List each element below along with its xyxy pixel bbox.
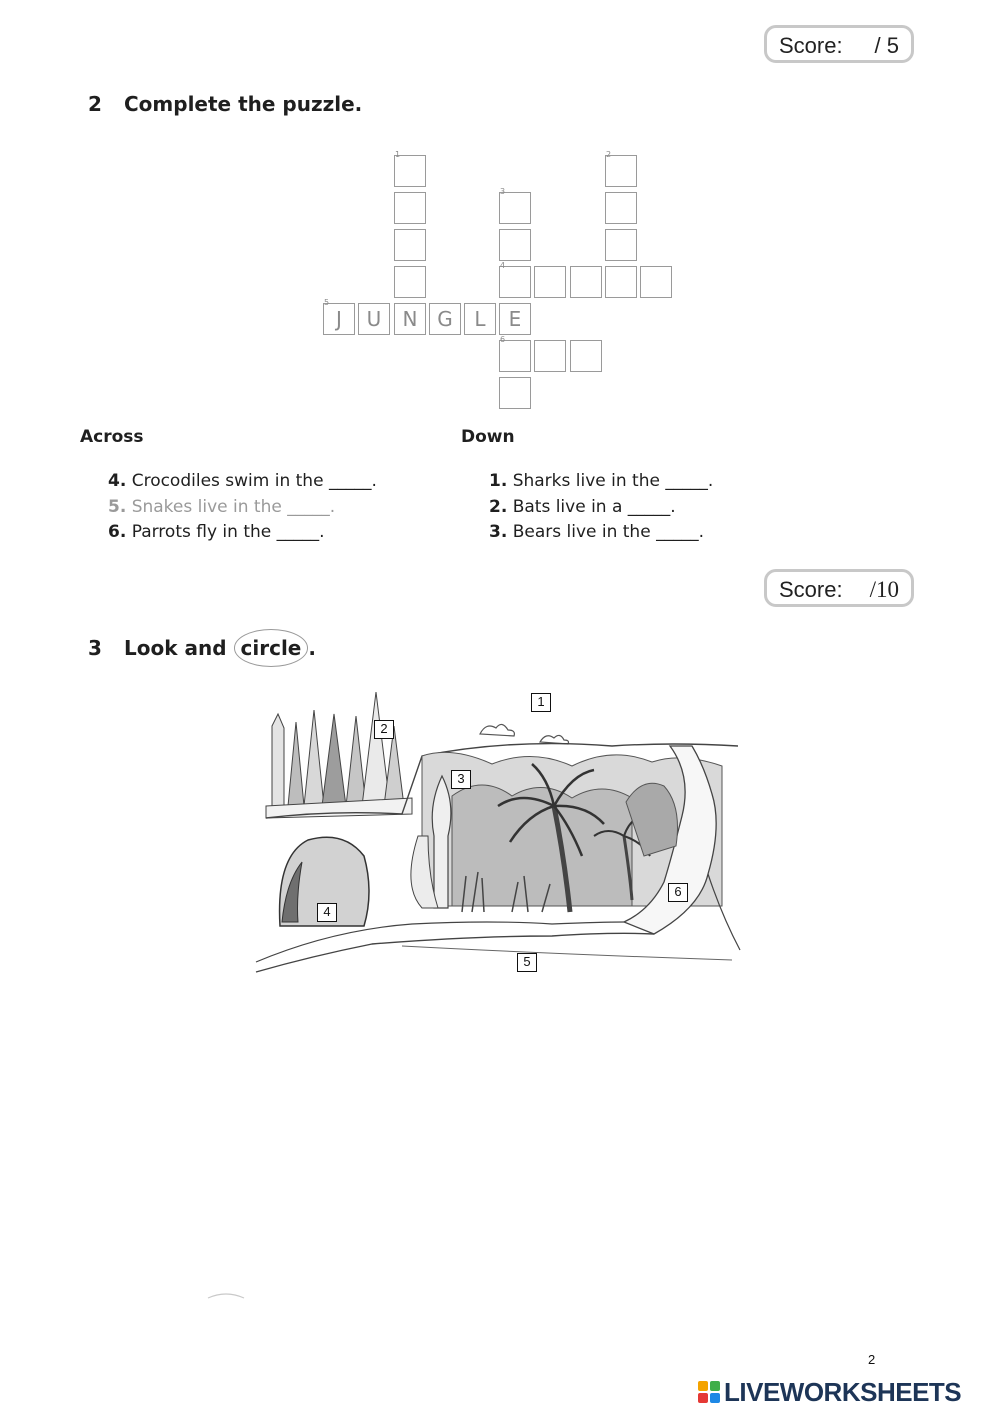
clue-number: 1.: [489, 471, 508, 491]
crossword-cell[interactable]: [499, 229, 531, 261]
across-heading: Across: [80, 427, 144, 447]
clue-number-3: 3: [500, 187, 506, 196]
cell-letter: J: [336, 307, 342, 331]
crossword-cell[interactable]: [394, 155, 426, 187]
cell-letter: N: [402, 307, 418, 331]
clue-text: Crocodiles swim in the _____.: [131, 471, 377, 491]
crossword-cell[interactable]: [534, 340, 566, 372]
clue-number: 4.: [108, 471, 127, 491]
crossword-cell-filled: [394, 303, 426, 335]
crossword-cell[interactable]: [499, 192, 531, 224]
cell-letter: L: [474, 307, 486, 331]
crossword-cell[interactable]: [499, 340, 531, 372]
clue-text: Bears live in the _____.: [512, 522, 704, 542]
page-number: 2: [868, 1352, 876, 1367]
crossword-cell[interactable]: [605, 155, 637, 187]
brand-icon: [698, 1381, 720, 1403]
habitat-illustration: [252, 686, 746, 982]
crossword-cell[interactable]: [394, 229, 426, 261]
picture-marker-3: 3: [451, 770, 471, 789]
stray-mark: [206, 1290, 246, 1300]
clue-text: Parrots fly in the _____.: [131, 522, 325, 542]
section-2-heading: [88, 92, 362, 116]
crossword-cell[interactable]: [605, 266, 637, 298]
clue-text: Sharks live in the _____.: [512, 471, 714, 491]
crossword-cell[interactable]: [499, 266, 531, 298]
crossword-cell[interactable]: [394, 266, 426, 298]
cell-letter: E: [508, 307, 522, 331]
crossword-cell[interactable]: [570, 340, 602, 372]
crossword-cell[interactable]: [499, 377, 531, 409]
section-title: Complete the puzzle.: [124, 92, 363, 116]
picture-marker-2: 2: [374, 720, 394, 739]
clue-down-1: [489, 471, 713, 491]
picture-marker-5: 5: [517, 953, 537, 972]
section-title: Look and: [124, 636, 227, 660]
clue-number-1: 1: [395, 150, 401, 159]
score-box-puzzle: [764, 25, 914, 63]
crossword-cell[interactable]: [640, 266, 672, 298]
habitat-drawing: [252, 686, 746, 982]
crossword-cell[interactable]: [605, 192, 637, 224]
clue-number: 3.: [489, 522, 508, 542]
crossword-cell-filled: [499, 303, 531, 335]
section-number: 3: [88, 636, 102, 660]
clue-number-6: 6: [500, 335, 506, 344]
clue-down-3: [489, 522, 704, 542]
crossword-cell-filled: [358, 303, 390, 335]
clue-text: Snakes live in the _____.: [131, 497, 336, 517]
crossword-cell[interactable]: [534, 266, 566, 298]
clue-down-2: [489, 497, 676, 517]
section-number: 2: [88, 92, 102, 116]
score-label: Score:: [779, 33, 843, 58]
clue-number-5: 5: [324, 298, 330, 307]
section-3-heading: [88, 636, 316, 660]
clue-text: Bats live in a _____.: [512, 497, 676, 517]
clue-number: 5.: [108, 497, 127, 517]
clue-number: 2.: [489, 497, 508, 517]
crossword-cell[interactable]: [570, 266, 602, 298]
clue-across-4: [108, 471, 377, 491]
score-box-circle: [764, 569, 914, 607]
crossword-cell[interactable]: [394, 192, 426, 224]
section-title-end: .: [308, 636, 316, 660]
clue-number: 6.: [108, 522, 127, 542]
clue-number-4: 4: [500, 261, 506, 270]
picture-marker-1: 1: [531, 693, 551, 712]
crossword-cell-filled: [323, 303, 355, 335]
brand-name: LIVEWORKSHEETS: [724, 1376, 962, 1407]
cell-letter: U: [366, 307, 382, 331]
clue-number-2: 2: [606, 150, 612, 159]
picture-marker-4: 4: [317, 903, 337, 922]
crossword-cell-filled: [464, 303, 496, 335]
circled-word: circle: [234, 629, 309, 667]
picture-marker-6: 6: [668, 883, 688, 902]
score-label: Score:: [779, 577, 843, 602]
score-total: / 5: [874, 33, 899, 58]
crossword-cell[interactable]: [605, 229, 637, 261]
score-total: /10: [869, 577, 899, 602]
clue-across-5: [108, 497, 335, 517]
down-heading: Down: [461, 427, 515, 447]
crossword-cell-filled: [429, 303, 461, 335]
cell-letter: G: [437, 307, 453, 331]
clue-across-6: [108, 522, 325, 542]
brand-logo: [698, 1378, 961, 1406]
